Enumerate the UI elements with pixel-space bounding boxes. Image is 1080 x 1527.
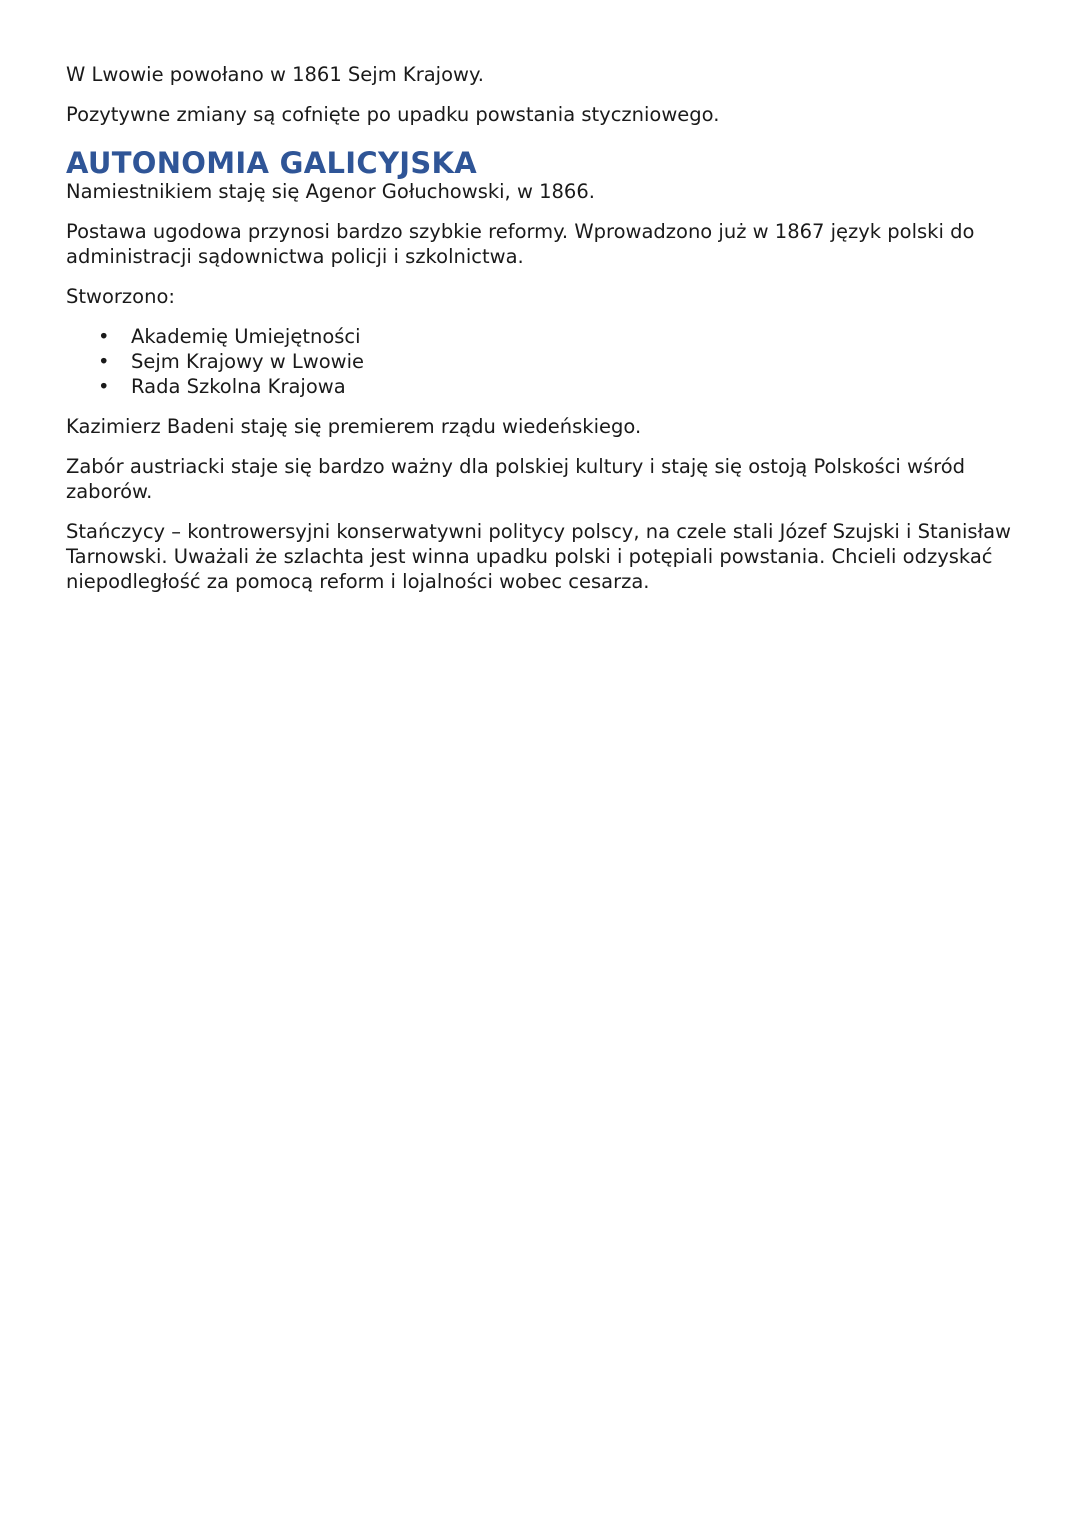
- list-item-text: Akademię Umiejętności: [131, 325, 361, 348]
- paragraph-created-label: Stworzono:: [66, 285, 175, 308]
- created-institutions-list: [66, 324, 1016, 399]
- list-item: [66, 349, 1016, 374]
- paragraph-goluchowski: Namiestnikiem staję się Agenor Gołuchowski, w 1866.: [66, 180, 595, 203]
- paragraph-sejm-1861: W Lwowie powołano w 1861 Sejm Krajowy.: [66, 63, 484, 86]
- document-page: [66, 62, 1016, 594]
- paragraph-stanczycy: Stańczycy – kontrowersyjni konserwatywni politycy polscy, na czele stali Józef Szujski i Stanisław Tarnowski. Uważali że szlachta jest winna upadku polski i potępiali powstania. Chcieli odzyskać niepodległość za pomocą reform i lojalności wobec cesarza.: [66, 520, 1012, 593]
- paragraph-reforms: Postawa ugodowa przynosi bardzo szybkie reformy. Wprowadzono już w 1867 język polski do administracji sądownictwa policji i szkolnictwa.: [66, 220, 975, 268]
- bullet-icon: •: [98, 325, 110, 348]
- paragraph-changes-reverted: Pozytywne zmiany są cofnięte po upadku powstania styczniowego.: [66, 103, 720, 126]
- list-item-text: Sejm Krajowy w Lwowie: [131, 350, 365, 373]
- list-item: [66, 374, 1016, 399]
- bullet-icon: •: [98, 375, 110, 398]
- list-item: [66, 324, 1016, 349]
- paragraph-austrian-partition: Zabór austriacki staje się bardzo ważny dla polskiej kultury i staję się ostoją Polskości wśród zaborów.: [66, 455, 966, 503]
- section-heading: AUTONOMIA GALICYJSKA: [66, 146, 478, 180]
- list-item-text: Rada Szkolna Krajowa: [131, 375, 346, 398]
- bullet-icon: •: [98, 350, 110, 373]
- paragraph-badeni: Kazimierz Badeni staję się premierem rządu wiedeńskiego.: [66, 415, 642, 438]
